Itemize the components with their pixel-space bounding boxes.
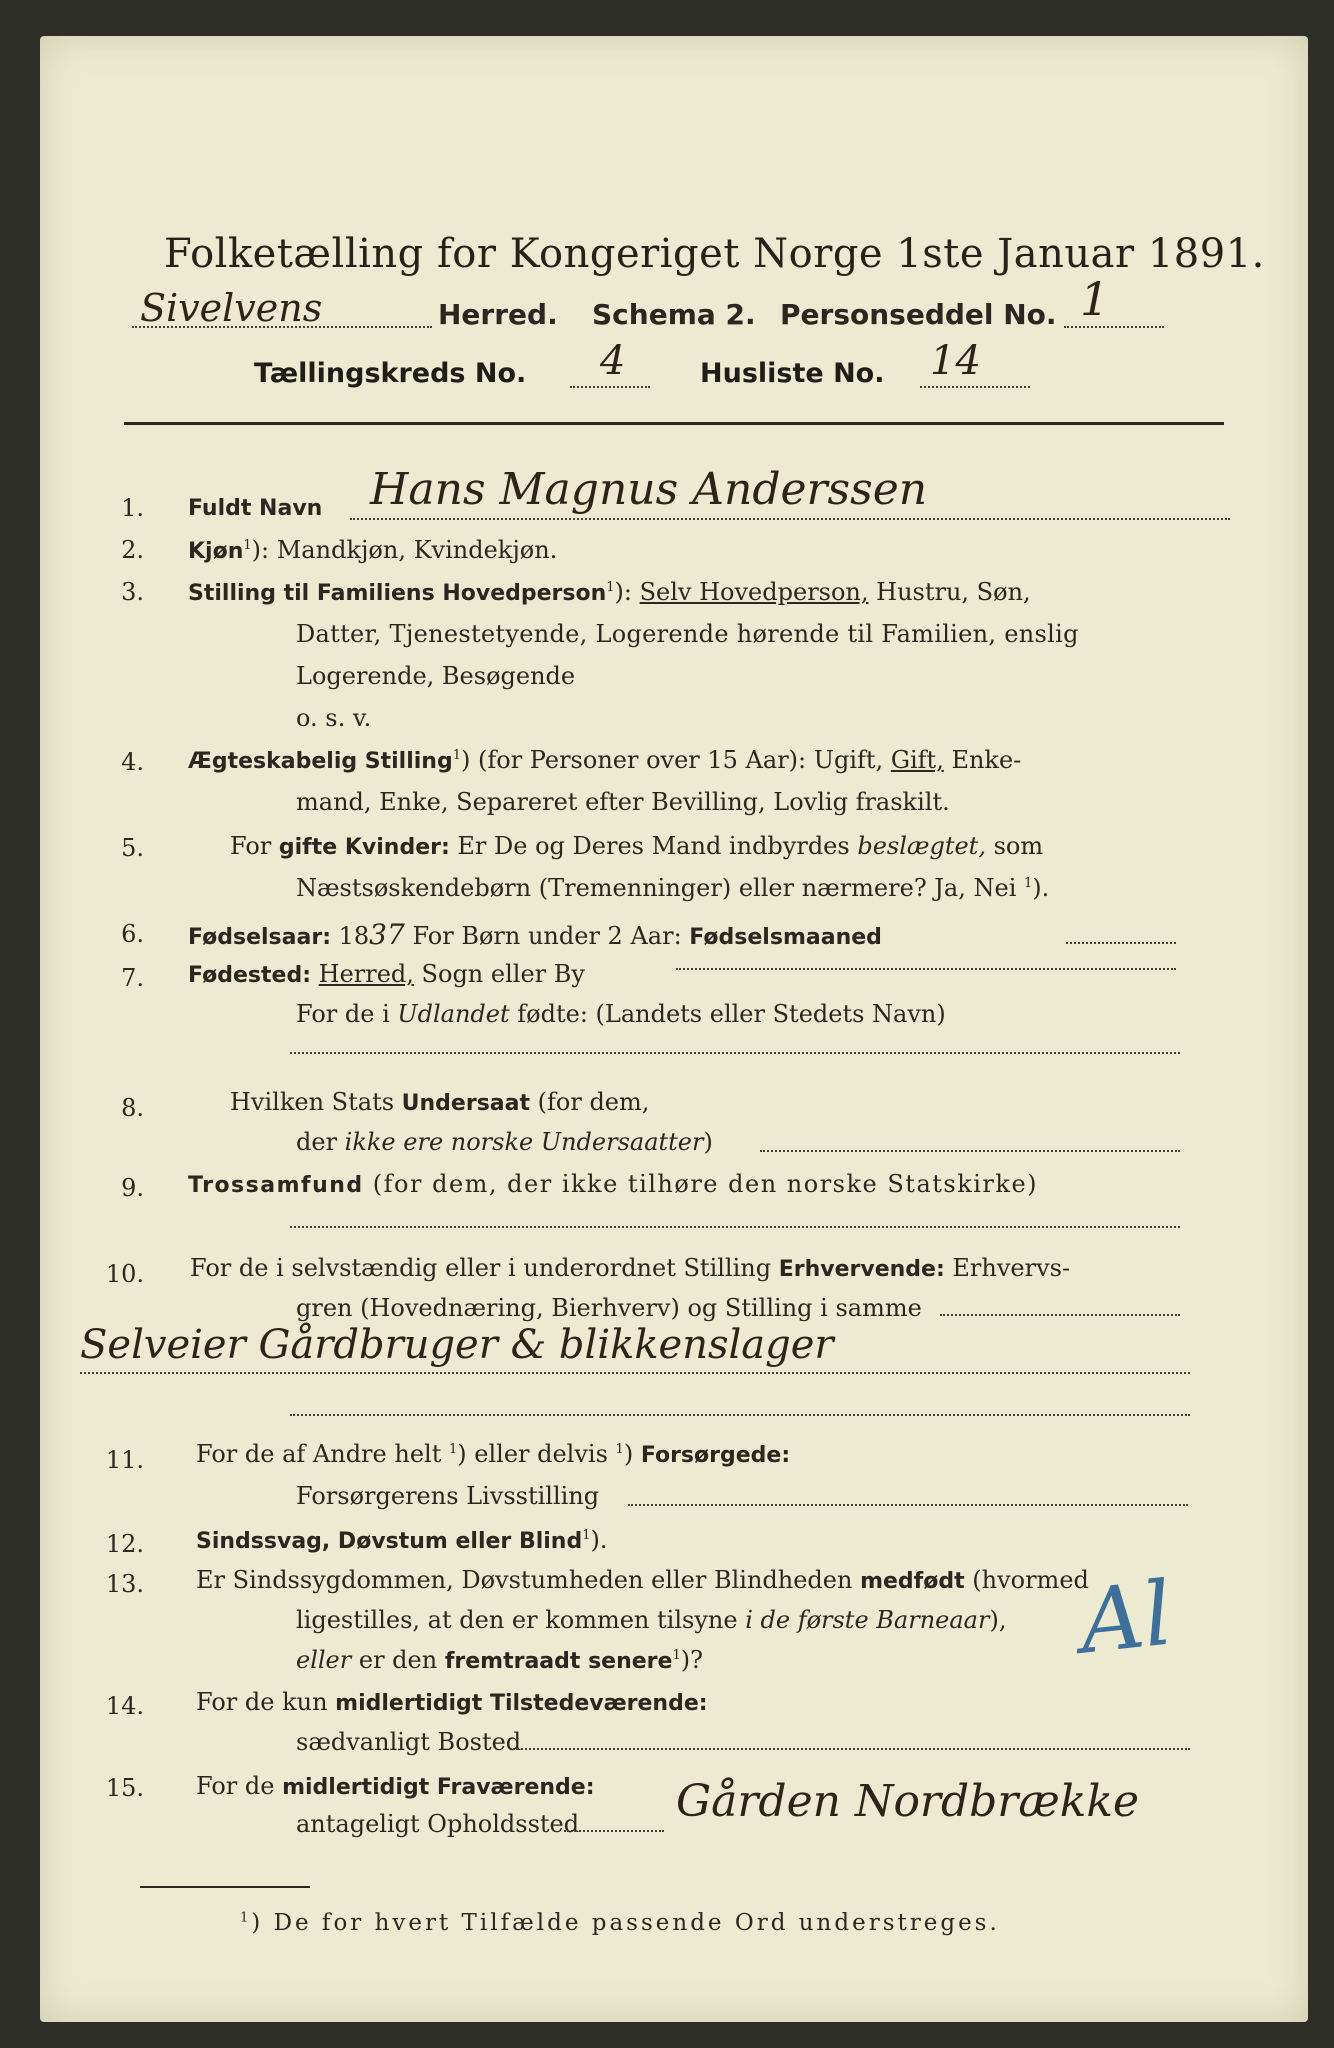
q9-label: Trossamfund <box>188 1173 364 1198</box>
q9-number: 9. <box>121 1174 144 1202</box>
q10-occupation-value: Selveier Gårdbruger & blikkenslager <box>80 1322 834 1368</box>
q13-label2: fremtraadt senere <box>444 1649 673 1674</box>
q6-number: 6. <box>121 920 144 948</box>
q4-text1c: Enke- <box>943 746 1022 774</box>
q13-text3a: eller <box>296 1646 352 1674</box>
q7-dotline2 <box>290 1052 1180 1054</box>
herred-dotline <box>132 326 432 328</box>
q5-text1b: Er De og Deres Mand indbyrdes <box>449 832 858 860</box>
q6-prefix: 18 <box>331 922 370 950</box>
q14-dotline <box>510 1748 1190 1750</box>
q15-number: 15. <box>105 1774 144 1802</box>
q10-dotline3 <box>290 1414 1190 1416</box>
q13-text3c: )? <box>680 1646 703 1674</box>
q11-number: 11. <box>105 1446 144 1474</box>
q10-dotline1 <box>940 1314 1180 1316</box>
q11-text1c: ) <box>623 1440 641 1468</box>
q7-number: 7. <box>121 964 144 992</box>
q2-label: Kjøn <box>188 539 244 564</box>
q13-text3b: er den <box>351 1646 445 1674</box>
q13-text2c: ), <box>989 1606 1007 1634</box>
q11-dotline <box>628 1504 1188 1506</box>
q5-line2 <box>296 874 1049 902</box>
q12-sup: 1 <box>582 1528 591 1543</box>
q3-line4: o. s. v. <box>296 704 372 732</box>
q4-sup: 1 <box>452 748 462 763</box>
q1-label: Fuldt Navn <box>188 496 323 521</box>
q3-sup: 1 <box>606 580 615 595</box>
q1-dotline <box>350 518 1230 520</box>
q11-text1a: For de af Andre helt <box>196 1440 449 1468</box>
q6-label2: Fødselsmaaned <box>689 925 882 950</box>
q12-text: ). <box>590 1526 608 1554</box>
q7-dotline1 <box>676 968 1176 970</box>
q8-dotline <box>760 1150 1180 1152</box>
q2-text <box>188 536 557 564</box>
q5-text1a: For <box>230 832 279 860</box>
q2-number: 2. <box>121 536 144 564</box>
q11-text1b: ) eller delvis <box>457 1440 616 1468</box>
q3-text1c: Hustru, Søn, <box>868 578 1031 606</box>
husliste-value: 14 <box>930 338 981 384</box>
q7-text2a: For de i <box>296 1000 398 1028</box>
q8-text1b: (for dem, <box>530 1088 650 1116</box>
q11-line1 <box>196 1440 790 1468</box>
herred-label: Herred. <box>438 298 558 331</box>
footnote-text: ) De for hvert Tilfælde passende Ord understreges. <box>251 1910 1000 1936</box>
form-title: Folketælling for Kongeriget Norge 1ste Januar 1891. <box>164 231 1265 277</box>
q11-sup2: 1 <box>615 1442 624 1457</box>
footnote-rule <box>140 1886 310 1888</box>
q10-line1 <box>190 1254 1070 1282</box>
q13-text2a: ligestilles, at den er kommen tilsyne <box>296 1606 746 1634</box>
q5-text1c: beslægtet, <box>857 832 986 860</box>
q7-selected-option: Herred, <box>318 960 414 988</box>
q10-line2: gren (Hovednæring, Bierhverv) og Stilling i samme <box>296 1294 922 1322</box>
q3-text1a: ): <box>614 578 640 606</box>
q3-label: Stilling til Familiens Hovedperson <box>188 581 607 606</box>
q15-label: midlertidigt Fraværende: <box>282 1775 595 1800</box>
q14-line1 <box>196 1688 708 1716</box>
q13-line3 <box>296 1646 703 1674</box>
q13-line1 <box>196 1566 1089 1594</box>
q3-selected-option: Selv Hovedperson, <box>639 578 869 606</box>
q2-options: ): Mandkjøn, Kvindekjøn. <box>251 536 558 564</box>
q1-number: 1. <box>121 494 144 522</box>
q7-label: Fødested: <box>188 963 311 988</box>
q5-text2b: ). <box>1032 874 1050 902</box>
q5-line1 <box>230 832 1043 860</box>
q11-label: Forsørgede: <box>640 1443 791 1468</box>
q12-label: Sindssvag, Døvstum eller Blind <box>196 1529 583 1554</box>
personseddel-value: 1 <box>1080 272 1110 326</box>
kreds-value: 4 <box>600 338 626 384</box>
q8-text2a: der <box>296 1128 345 1156</box>
q10-text1a: For de i selvstændig eller i underordnet Stilling <box>190 1254 779 1282</box>
q7-line2 <box>296 1000 946 1028</box>
q10-label: Erhvervende: <box>778 1257 945 1282</box>
q8-label: Undersaat <box>401 1091 531 1116</box>
q5-text1d: som <box>985 832 1044 860</box>
kreds-dotline <box>570 386 650 388</box>
q5-text2: Næstsøskendebørn (Tremenninger) eller nærmere? Ja, Nei <box>296 874 1025 902</box>
q6-year-value: 37 <box>369 918 405 951</box>
q8-text2c: ) <box>703 1128 713 1156</box>
q3-line2: Datter, Tjenestetyende, Logerende hørende til Familien, enslig <box>296 620 1079 648</box>
q12-line <box>196 1526 607 1554</box>
q15-dotline <box>564 1830 664 1832</box>
personseddel-label: Personseddel No. <box>780 298 1057 331</box>
q7-text2c: fødte: (Landets eller Stedets Navn) <box>509 1000 946 1028</box>
q10-dotline2 <box>80 1372 1190 1374</box>
herred-value: Sivelvens <box>140 286 323 330</box>
q2-sup: 1 <box>243 538 252 553</box>
q15-line1 <box>196 1772 595 1800</box>
q12-number: 12. <box>105 1530 144 1558</box>
q8-number: 8. <box>121 1094 144 1122</box>
q6-line <box>188 918 882 951</box>
q5-sup: 1 <box>1024 876 1033 891</box>
q13-text2b: i de første Barneaar <box>745 1606 990 1634</box>
q4-line2: mand, Enke, Separeret efter Bevilling, Lovlig fraskilt. <box>296 788 950 816</box>
q5-label: gifte Kvinder: <box>278 835 450 860</box>
q8-text1a: Hvilken Stats <box>230 1088 402 1116</box>
q8-line2 <box>296 1128 713 1156</box>
q8-line1 <box>230 1088 649 1116</box>
kreds-label: Tællingskreds No. <box>254 358 527 389</box>
q11-sup1: 1 <box>448 1442 458 1457</box>
q7-text2b: Udlandet <box>397 1000 510 1028</box>
q13-text1a: Er Sindssygdommen, Døvstumheden eller Blindheden <box>196 1566 861 1594</box>
q1-name-value: Hans Magnus Anderssen <box>370 464 928 515</box>
q6-text: For Børn under 2 Aar: <box>404 922 690 950</box>
q6-label: Fødselsaar: <box>188 925 331 950</box>
q4-selected-option: Gift, <box>890 746 944 774</box>
q14-line2: sædvanligt Bosted <box>296 1728 522 1756</box>
footnote-sup: 1 <box>240 1910 252 1926</box>
q4-number: 4. <box>121 748 144 776</box>
q14-label: midlertidigt Tilstedeværende: <box>335 1691 708 1716</box>
q10-text1b: Erhvervs- <box>944 1254 1071 1282</box>
q4-label: Ægteskabelig Stilling <box>188 749 453 774</box>
husliste-label: Husliste No. <box>700 358 885 389</box>
q14-text1a: For de kun <box>196 1688 336 1716</box>
q6-dotline <box>1066 942 1176 944</box>
q13-label: medfødt <box>860 1569 965 1594</box>
q14-number: 14. <box>105 1692 144 1720</box>
personseddel-dotline <box>1064 326 1164 328</box>
q13-number: 13. <box>105 1570 144 1598</box>
q5-number: 5. <box>121 834 144 862</box>
header-rule <box>124 422 1224 425</box>
q13-sup: 1 <box>672 1648 681 1663</box>
q15-text1a: For de <box>196 1772 283 1800</box>
q4-line1 <box>188 746 1021 774</box>
q13-line2 <box>296 1606 1006 1634</box>
schema-label: Schema 2. <box>592 298 756 331</box>
q10-number: 10. <box>105 1260 144 1288</box>
q11-line2: Forsørgerens Livsstilling <box>296 1482 600 1510</box>
q9-line <box>188 1170 1038 1198</box>
census-form-page <box>40 36 1308 2022</box>
q7-line1 <box>188 960 585 988</box>
q3-number: 3. <box>121 578 144 606</box>
q9-dotline <box>290 1226 1180 1228</box>
husliste-dotline <box>920 386 1030 388</box>
q3-line3: Logerende, Besøgende <box>296 662 576 690</box>
q15-line2: antageligt Opholdssted <box>296 1810 580 1838</box>
q15-location-value: Gården Nordbrække <box>676 1776 1140 1827</box>
q7-text1a <box>311 960 319 988</box>
q7-text1c: Sogn eller By <box>413 960 585 988</box>
footnote <box>240 1910 1000 1936</box>
q13-text1b: (hvormed <box>964 1566 1089 1594</box>
q3-line1 <box>188 578 1031 606</box>
q4-text1a: ) (for Personer over 15 Aar): Ugift, <box>461 746 891 774</box>
q9-text: (for dem, der ikke tilhøre den norske Statskirke) <box>363 1170 1039 1198</box>
q13-blue-mark: Al <box>1074 1561 1177 1674</box>
q8-text2b: ikke ere norske Undersaatter <box>344 1128 704 1156</box>
